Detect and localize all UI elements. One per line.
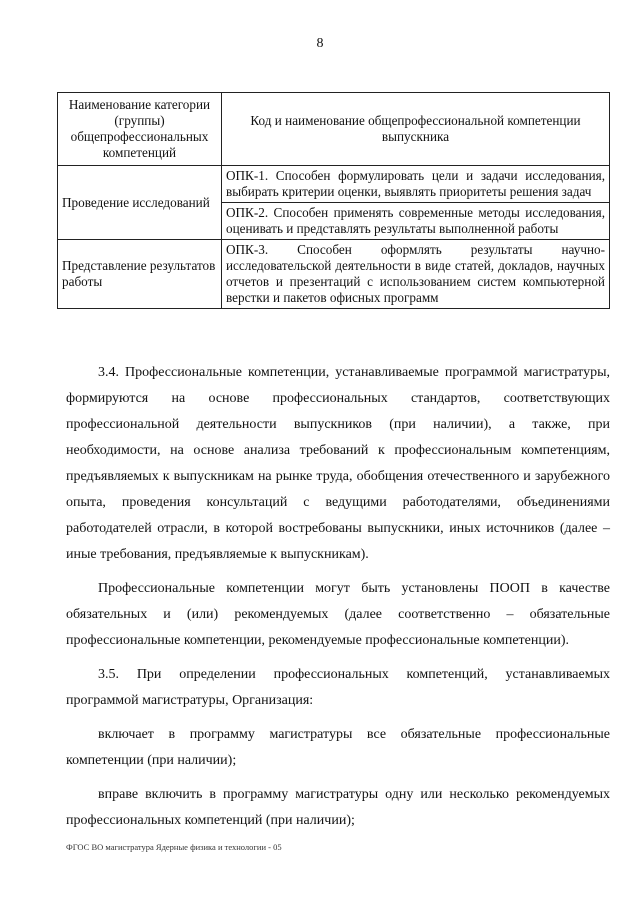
competence-cell: ОПК-3. Способен оформлять результаты научно-исследовательской деятельности в виде статей, докладов, научных отчетов и презентаций с использованием систем компьютерной верстки и пакетов офисных программ xyxy=(222,240,610,309)
table-header-row xyxy=(58,93,610,166)
paragraph: включает в программу магистратуры все обязательные профессиональные компетенции (при наличии); xyxy=(66,727,610,768)
table-row xyxy=(58,166,610,203)
competence-cell: ОПК-1. Способен формулировать цели и задачи исследования, выбирать критерии оценки, выявлять приоритеты решения задач xyxy=(222,166,610,203)
paragraph: 3.5. При определении профессиональных компетенций, устанавливаемых программой магистратуры, Организация: xyxy=(66,667,610,708)
page-number: 8 xyxy=(316,36,324,51)
paragraph: Профессиональные компетенции могут быть установлены ПООП в качестве обязательных и (или) рекомендуемых (далее соответственно – обязательные профессиональные компетенции, рекомендуемые профессиональные компетенции). xyxy=(66,581,610,648)
competence-cell: ОПК-2. Способен применять современные методы исследования, оценивать и представлять результаты выполненной работы xyxy=(222,203,610,240)
body-text xyxy=(66,360,610,842)
paragraph: вправе включить в программу магистратуры одну или несколько рекомендуемых профессиональных компетенций (при наличии); xyxy=(66,787,610,828)
category-cell: Представление результатов работы xyxy=(58,240,222,309)
paragraph: 3.4. Профессиональные компетенции, устанавливаемые программой магистратуры, формируются на основе профессиональных стандартов, соответствующих профессиональной деятельности выпускников (при наличии), а также, при необходимости, на основе анализа требований к профессиональным компетенциям, предъявляемых к выпускникам на рынке труда, обобщения отечественного и зарубежного опыта, проведения консультаций с ведущими работодателями, объединениями работодателей отрасли, в которой востребованы выпускники, иных источников (далее – иные требования, предъявляемые к выпускникам). xyxy=(66,365,610,562)
header-competence: Код и наименование общепрофессиональной компетенции выпускника xyxy=(222,93,610,166)
table-row xyxy=(58,240,610,309)
footer-note: ФГОС ВО магистратура Ядерные физика и технологии - 05 xyxy=(66,842,282,852)
competencies-table xyxy=(57,92,610,309)
header-category: Наименование категории (группы) общепрофессиональных компетенций xyxy=(58,93,222,166)
category-cell: Проведение исследований xyxy=(58,166,222,240)
